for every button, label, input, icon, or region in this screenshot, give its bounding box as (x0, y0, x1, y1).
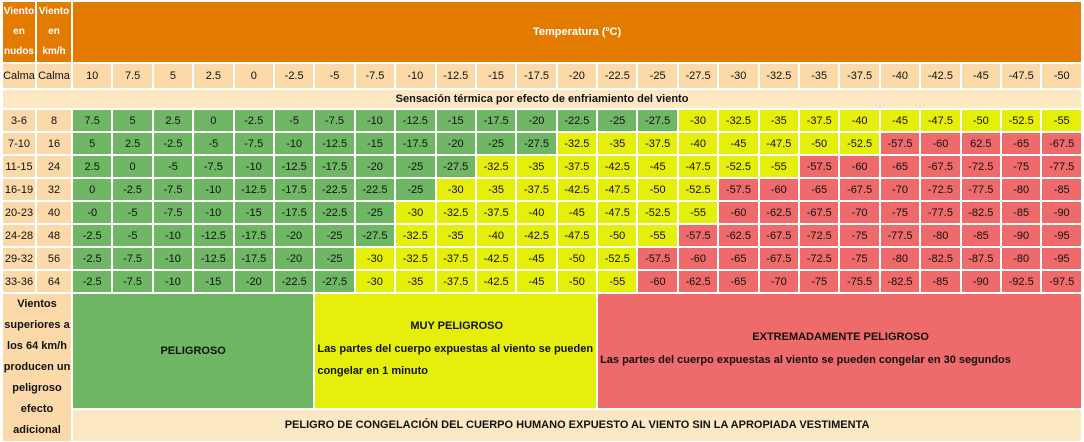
chill-value-cell: -30 (678, 109, 718, 132)
chill-value-cell: -85 (1001, 201, 1041, 224)
calm-temp-cell: -30 (718, 63, 758, 89)
chill-value-cell: -40 (516, 201, 556, 224)
chill-value-cell: -90 (1041, 201, 1082, 224)
frostbite-warning: PELIGRO DE CONGELACIÓN DEL CUERPO HUMANO EXPUESTO AL VIENTO SIN LA APROPIADA VESTIMENTA (72, 409, 1082, 442)
chill-value-cell: -70 (759, 270, 799, 293)
chill-value-cell: -55 (1041, 109, 1082, 132)
chill-value-cell: -17.5 (314, 155, 354, 178)
calm-temp-cell: -20 (557, 63, 597, 89)
chill-value-cell: -10 (193, 178, 233, 201)
wind-kmh-cell: 40 (36, 201, 72, 224)
chill-value-cell: -17.5 (234, 247, 274, 270)
chill-value-cell: -82.5 (880, 270, 920, 293)
chill-value-cell: 62.5 (961, 132, 1001, 155)
chill-value-cell: -35 (436, 224, 476, 247)
chill-value-cell: -47.5 (678, 155, 718, 178)
chill-value-cell: -77.5 (920, 201, 960, 224)
wind-knots-cell: 33-36 (2, 270, 36, 293)
chill-value-cell: -32.5 (557, 132, 597, 155)
chill-value-cell: -80 (880, 247, 920, 270)
wind-kmh-cell: 32 (36, 178, 72, 201)
chill-value-cell: -47.5 (597, 178, 637, 201)
chill-value-cell: -2.5 (72, 224, 112, 247)
chill-value-cell: -20 (436, 132, 476, 155)
chill-value-cell: -20 (516, 109, 556, 132)
chill-value-cell: -15 (355, 132, 395, 155)
chill-value-cell: -97.5 (1041, 270, 1082, 293)
chill-value-cell: -12.5 (234, 178, 274, 201)
chill-value-cell: -40 (839, 109, 879, 132)
chill-value-cell: -22.5 (314, 178, 354, 201)
legend-dangerous (72, 293, 314, 409)
legend-dangerous-title: PELIGROSO (160, 344, 226, 357)
wind-knots-cell: 16-19 (2, 178, 36, 201)
calm-temp-cell: -40 (880, 63, 920, 89)
chill-value-cell: -32.5 (395, 224, 435, 247)
wind-row (2, 247, 1082, 270)
legend-extremely-dangerous-title: EXTREMADAMENTE PELIGROSO (752, 330, 929, 343)
wind-row (2, 201, 1082, 224)
footer-row (2, 409, 1082, 442)
calm-temp-cell: -35 (799, 63, 839, 89)
wind-knots-cell: 3-6 (2, 109, 36, 132)
chill-value-cell: -52.5 (637, 201, 677, 224)
wind-kmh-cell: 16 (36, 132, 72, 155)
chill-value-cell: -10 (355, 109, 395, 132)
chill-value-cell: -75 (1001, 155, 1041, 178)
chill-value-cell: -52.5 (839, 132, 879, 155)
chill-value-cell: -67.5 (759, 224, 799, 247)
chill-value-cell: -7.5 (314, 109, 354, 132)
chill-value-cell: -60 (839, 155, 879, 178)
calm-kmh-cell: Calma (36, 63, 72, 89)
chill-value-cell: -60 (637, 270, 677, 293)
chill-value-cell: -37.5 (799, 109, 839, 132)
calm-temp-cell: 7.5 (112, 63, 152, 89)
chill-value-cell: -50 (597, 224, 637, 247)
chill-value-cell: -72.5 (920, 178, 960, 201)
chill-value-cell: -45 (637, 155, 677, 178)
chill-value-cell: -90 (1001, 224, 1041, 247)
chill-value-cell: -47.5 (557, 224, 597, 247)
calm-row (2, 63, 1082, 89)
chill-value-cell: -57.5 (799, 155, 839, 178)
chill-value-cell: -85 (1041, 178, 1082, 201)
chill-value-cell: -20 (274, 247, 314, 270)
legend-very-dangerous (314, 293, 597, 409)
chill-value-cell: -12.5 (274, 155, 314, 178)
chill-value-cell: -37.5 (476, 201, 516, 224)
legend-very-dangerous-title: MUY PELIGROSO (410, 319, 504, 332)
chill-value-cell: -65 (799, 178, 839, 201)
calm-temp-cell: -5 (314, 63, 354, 89)
chill-value-cell: -72.5 (799, 247, 839, 270)
legend-row (2, 293, 1082, 409)
chill-value-cell: -7.5 (193, 155, 233, 178)
wind-chill-table (2, 1, 1082, 442)
calm-temp-cell: -25 (637, 63, 677, 89)
calm-temp-cell: -37.5 (839, 63, 879, 89)
chill-value-cell: -25 (355, 201, 395, 224)
chill-value-cell: 2.5 (72, 155, 112, 178)
chill-value-cell: 0 (112, 155, 152, 178)
calm-temp-cell: -42.5 (920, 63, 960, 89)
chill-value-cell: 2.5 (153, 109, 193, 132)
chill-value-cell: -90 (961, 270, 1001, 293)
chill-value-cell: -60 (678, 247, 718, 270)
calm-temp-cell: 2.5 (193, 63, 233, 89)
wind-row (2, 224, 1082, 247)
calm-temp-cell: 10 (72, 63, 112, 89)
chill-value-cell: -80 (920, 224, 960, 247)
chill-value-cell: -10 (153, 224, 193, 247)
wind-row (2, 132, 1082, 155)
chill-value-cell: -22.5 (274, 270, 314, 293)
calm-knots-cell: Calma (2, 63, 36, 89)
chill-value-cell: -95 (1041, 247, 1082, 270)
chill-value-cell: -42.5 (557, 178, 597, 201)
chill-value-cell: -67.5 (920, 155, 960, 178)
chill-value-cell: -7.5 (112, 247, 152, 270)
chill-value-cell: -62.5 (678, 270, 718, 293)
calm-temp-cell: -32.5 (759, 63, 799, 89)
chill-value-cell: -25 (314, 224, 354, 247)
header-row (2, 1, 1082, 63)
chill-value-cell: -17.5 (476, 109, 516, 132)
chill-value-cell: -50 (557, 270, 597, 293)
calm-temp-cell: -45 (961, 63, 1001, 89)
chill-value-cell: -45 (718, 132, 758, 155)
chill-value-cell: -20 (274, 224, 314, 247)
chill-value-cell: -12.5 (395, 109, 435, 132)
chill-value-cell: -75 (839, 224, 879, 247)
wind-kmh-cell: 64 (36, 270, 72, 293)
chill-value-cell: -82.5 (920, 247, 960, 270)
chill-value-cell: -92.5 (1001, 270, 1041, 293)
calm-temp-cell: -22.5 (597, 63, 637, 89)
chill-value-cell: -70 (880, 178, 920, 201)
chill-value-cell: -72.5 (799, 224, 839, 247)
chill-value-cell: -27.5 (516, 132, 556, 155)
chill-value-cell: -55 (597, 270, 637, 293)
chill-value-cell: -20 (355, 155, 395, 178)
chill-value-cell: -35 (597, 132, 637, 155)
chill-value-cell: -10 (234, 155, 274, 178)
chill-value-cell: -62.5 (718, 224, 758, 247)
chill-value-cell: -40 (476, 224, 516, 247)
chill-value-cell: -25 (395, 155, 435, 178)
chill-value-cell: -60 (920, 132, 960, 155)
chill-value-cell: -7.5 (234, 132, 274, 155)
chill-value-cell: -52.5 (718, 155, 758, 178)
chill-value-cell: -57.5 (718, 178, 758, 201)
chill-value-cell: -40 (678, 132, 718, 155)
calm-temp-cell: 5 (153, 63, 193, 89)
chill-value-cell: -32.5 (718, 109, 758, 132)
wind-kmh-cell: 8 (36, 109, 72, 132)
chill-value-cell: -2.5 (72, 270, 112, 293)
chill-value-cell: -37.5 (557, 155, 597, 178)
chill-value-cell: -5 (153, 155, 193, 178)
calm-temp-cell: -7.5 (355, 63, 395, 89)
chill-value-cell: 5 (72, 132, 112, 155)
calm-temp-cell: -10 (395, 63, 435, 89)
chill-value-cell: -85 (961, 224, 1001, 247)
chill-value-cell: -2.5 (72, 247, 112, 270)
chill-value-cell: -5 (274, 109, 314, 132)
chill-value-cell: -57.5 (637, 247, 677, 270)
chill-value-cell: -25 (476, 132, 516, 155)
chill-value-cell: -35 (759, 109, 799, 132)
chill-value-cell: -35 (516, 155, 556, 178)
chill-value-cell: -7.5 (153, 201, 193, 224)
legend-very-dangerous-text: Las partes del cuerpo expuestas al viento se pueden congelar en 1 minuto (317, 342, 594, 377)
chill-value-cell: -27.5 (637, 109, 677, 132)
temperature-header: Temperatura (ºC) (72, 1, 1082, 63)
calm-temp-cell: -47.5 (1001, 63, 1041, 89)
chill-value-cell: -10 (153, 270, 193, 293)
chill-value-cell: -95 (1041, 224, 1082, 247)
chill-value-cell: -67.5 (759, 247, 799, 270)
calm-temp-cell: 0 (234, 63, 274, 89)
wind-knots-cell: 20-23 (2, 201, 36, 224)
chill-value-cell: -20 (234, 270, 274, 293)
chill-value-cell: -60 (718, 201, 758, 224)
chill-value-cell: -15 (436, 109, 476, 132)
chill-value-cell: -65 (1001, 132, 1041, 155)
chill-value-cell: -67.5 (839, 178, 879, 201)
chill-value-cell: -30 (395, 201, 435, 224)
chill-value-cell: -62.5 (759, 201, 799, 224)
chill-value-cell: -45 (557, 201, 597, 224)
chill-value-cell: -5 (112, 224, 152, 247)
chill-value-cell: -25 (314, 247, 354, 270)
chill-value-cell: -70 (839, 201, 879, 224)
chill-value-cell: -55 (678, 201, 718, 224)
chill-value-cell: -52.5 (678, 178, 718, 201)
chill-value-cell: -32.5 (436, 201, 476, 224)
calm-temp-cell: -2.5 (274, 63, 314, 89)
chill-value-cell: -5 (193, 132, 233, 155)
chill-value-cell: -27.5 (355, 224, 395, 247)
chill-value-cell: 0 (193, 109, 233, 132)
chill-value-cell: -55 (637, 224, 677, 247)
chill-value-cell: -50 (557, 247, 597, 270)
chill-value-cell: -2.5 (112, 178, 152, 201)
chill-value-cell: -17.5 (274, 178, 314, 201)
chill-value-cell: -67.5 (1041, 132, 1082, 155)
wind-knots-cell: 7-10 (2, 132, 36, 155)
chill-value-cell: -75.5 (839, 270, 879, 293)
chill-value-cell: -65 (718, 270, 758, 293)
calm-temp-cell: -17.5 (516, 63, 556, 89)
chill-value-cell: -80 (1001, 247, 1041, 270)
chill-value-cell: -10 (153, 247, 193, 270)
chill-value-cell: -30 (355, 247, 395, 270)
chill-value-cell: -5 (112, 201, 152, 224)
chill-value-cell: -12.5 (193, 247, 233, 270)
chill-value-cell: -57.5 (880, 132, 920, 155)
chill-value-cell: -45 (516, 270, 556, 293)
chill-value-cell: -60 (759, 178, 799, 201)
chill-value-cell: -45 (516, 247, 556, 270)
chill-value-cell: -2.5 (234, 109, 274, 132)
chill-value-cell: -25 (597, 109, 637, 132)
chill-value-cell: 5 (112, 109, 152, 132)
wind-row (2, 270, 1082, 293)
chill-value-cell: -17.5 (274, 201, 314, 224)
wind-kmh-cell: 24 (36, 155, 72, 178)
legend-extremely-dangerous (597, 293, 1082, 409)
chill-value-cell: -55 (759, 155, 799, 178)
chill-value-cell: 0 (72, 178, 112, 201)
chill-value-cell: -30 (355, 270, 395, 293)
chill-value-cell: -77.5 (961, 178, 1001, 201)
chill-value-cell: -7.5 (112, 270, 152, 293)
chill-value-cell: -80 (1001, 178, 1041, 201)
wind-row (2, 155, 1082, 178)
chill-value-cell: -42.5 (516, 224, 556, 247)
chill-value-cell: -22.5 (557, 109, 597, 132)
chill-value-cell: -25 (395, 178, 435, 201)
wind-note: Vientos superiores a los 64 km/h producen un peligroso efecto adicional (2, 293, 72, 442)
wind-kmh-cell: 48 (36, 224, 72, 247)
chill-value-cell: -85 (920, 270, 960, 293)
wind-knots-cell: 29-32 (2, 247, 36, 270)
chill-value-cell: -35 (395, 270, 435, 293)
chill-value-cell: -32.5 (476, 155, 516, 178)
chill-value-cell: -50 (961, 109, 1001, 132)
wind-row (2, 109, 1082, 132)
chill-value-cell: -17.5 (395, 132, 435, 155)
chill-value-cell: -77.5 (1041, 155, 1082, 178)
chill-value-cell: -12.5 (193, 224, 233, 247)
chill-value-cell: -65 (718, 247, 758, 270)
chill-value-cell: -65 (880, 155, 920, 178)
chill-value-cell: -47.5 (597, 201, 637, 224)
chill-value-cell: -12.5 (314, 132, 354, 155)
chill-value-cell: -0 (72, 201, 112, 224)
chill-value-cell: -52.5 (1001, 109, 1041, 132)
chill-value-cell: -75 (839, 247, 879, 270)
chill-value-cell: -47.5 (920, 109, 960, 132)
chill-value-cell: -17.5 (234, 224, 274, 247)
subtitle: Sensación térmica por efecto de enfriamiento del viento (2, 89, 1082, 109)
chill-value-cell: -47.5 (759, 132, 799, 155)
chill-value-cell: -75 (880, 201, 920, 224)
chill-value-cell: -15 (234, 201, 274, 224)
wind-kmh-cell: 56 (36, 247, 72, 270)
chill-value-cell: -42.5 (597, 155, 637, 178)
chill-value-cell: -27.5 (314, 270, 354, 293)
chill-value-cell: -52.5 (597, 247, 637, 270)
chill-value-cell: -77.5 (880, 224, 920, 247)
wind-knots-cell: 24-28 (2, 224, 36, 247)
chill-value-cell: -15 (193, 270, 233, 293)
chill-value-cell: 2.5 (112, 132, 152, 155)
chill-value-cell: -37.5 (637, 132, 677, 155)
calm-temp-cell: -15 (476, 63, 516, 89)
chill-value-cell: -87.5 (961, 247, 1001, 270)
wind-knots-cell: 11-15 (2, 155, 36, 178)
chill-value-cell: 7.5 (72, 109, 112, 132)
chill-value-cell: -37.5 (436, 270, 476, 293)
chill-value-cell: -27.5 (436, 155, 476, 178)
chill-value-cell: -67.5 (799, 201, 839, 224)
wind-row (2, 178, 1082, 201)
chill-value-cell: -45 (880, 109, 920, 132)
chill-value-cell: -10 (193, 201, 233, 224)
chill-value-cell: -75 (799, 270, 839, 293)
subtitle-row (2, 89, 1082, 109)
legend-extremely-dangerous-text: Las partes del cuerpo expuestas al viento se pueden congelar en 30 segundos (600, 353, 1011, 366)
wind-kmh-header: Viento en km/h (36, 1, 72, 63)
chill-value-cell: -32.5 (395, 247, 435, 270)
chill-value-cell: -82.5 (961, 201, 1001, 224)
chill-value-cell: -7.5 (153, 178, 193, 201)
chill-value-cell: -57.5 (678, 224, 718, 247)
calm-temp-cell: -50 (1041, 63, 1082, 89)
chill-value-cell: -37.5 (516, 178, 556, 201)
chill-value-cell: -10 (274, 132, 314, 155)
chill-value-cell: -50 (799, 132, 839, 155)
chill-value-cell: -72.5 (961, 155, 1001, 178)
chill-value-cell: -42.5 (476, 247, 516, 270)
calm-temp-cell: -27.5 (678, 63, 718, 89)
chill-value-cell: -2.5 (153, 132, 193, 155)
chill-value-cell: -22.5 (355, 178, 395, 201)
chill-value-cell: -42.5 (476, 270, 516, 293)
chill-value-cell: -50 (637, 178, 677, 201)
chill-value-cell: -37.5 (436, 247, 476, 270)
chill-value-cell: -22.5 (314, 201, 354, 224)
calm-temp-cell: -12.5 (436, 63, 476, 89)
chill-value-cell: -35 (476, 178, 516, 201)
wind-knots-header: Viento en nudos (2, 1, 36, 63)
chill-value-cell: -30 (436, 178, 476, 201)
